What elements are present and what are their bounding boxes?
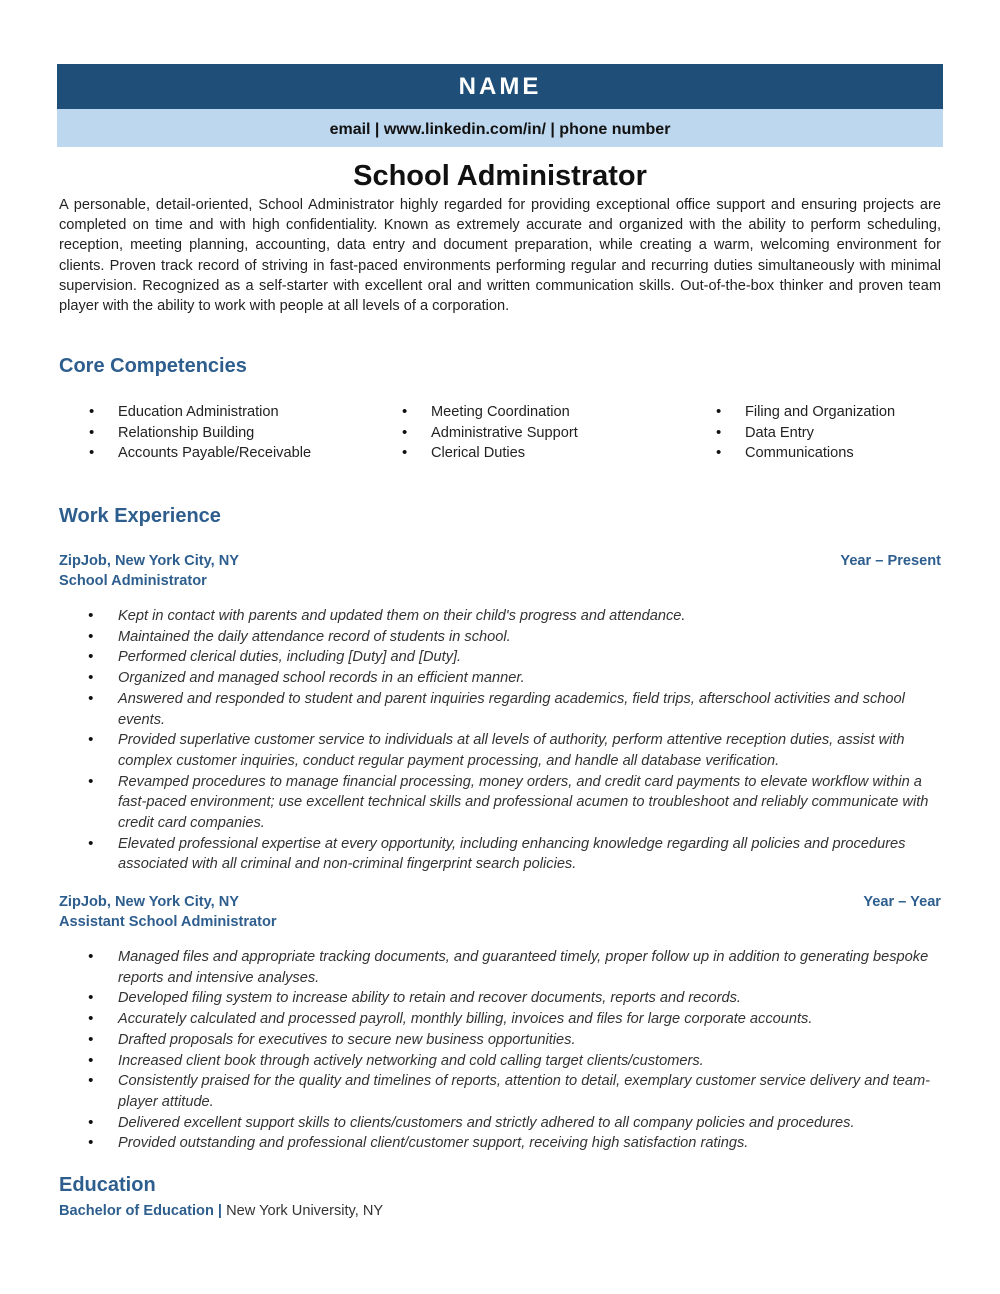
education-heading: Education [59, 1174, 156, 1196]
job-bullet: • Organized and managed school records in an efficient manner. [59, 668, 941, 689]
candidate-name: NAME [458, 73, 542, 100]
contact-line: email | www.linkedin.com/in/ | phone number [329, 121, 671, 138]
job-bullet: • Delivered excellent support skills to clients/customers and strictly adhered to all company policies and procedures. [59, 1113, 941, 1134]
job-employer: ZipJob, New York City, NY [59, 553, 240, 569]
job-bullet: • Performed clerical duties, including [Duty] and [Duty]. [59, 647, 941, 668]
job-role: School Administrator [59, 573, 207, 589]
education-entry [59, 1201, 383, 1221]
job-bullet: • Answered and responded to student and parent inquiries regarding academics, field trips, afterschool activities and school events. [59, 689, 941, 730]
competency-item: • Education Administration [89, 402, 311, 423]
competency-item: • Data Entry [716, 423, 895, 444]
competency-item: • Relationship Building [89, 423, 311, 444]
competency-item: • Communications [716, 443, 895, 464]
competency-item: • Filing and Organization [716, 402, 895, 423]
job-bullet: • Maintained the daily attendance record of students in school. [59, 627, 941, 648]
education-degree: Bachelor of Education | [59, 1203, 223, 1219]
job-bullet: • Provided superlative customer service to individuals at all levels of authority, perform attentive reception duties, assist with complex customer inquiries, conduct regular payment processing, and handle all database verification. [59, 730, 941, 771]
competencies-column-1 [89, 402, 311, 464]
job-role: Assistant School Administrator [59, 914, 277, 930]
education-school: New York University, NY [226, 1203, 384, 1219]
job-bullet: • Drafted proposals for executives to secure new business opportunities. [59, 1030, 941, 1051]
competencies-column-2 [402, 402, 578, 464]
work-experience-heading: Work Experience [59, 505, 221, 527]
job-dates: Year – Present [840, 553, 941, 569]
competency-item: • Accounts Payable/Receivable [89, 443, 311, 464]
competency-item: • Meeting Coordination [402, 402, 578, 423]
job-bullets [59, 606, 941, 875]
core-competencies-heading: Core Competencies [59, 355, 247, 377]
job-dates: Year – Year [863, 894, 941, 910]
job-employer: ZipJob, New York City, NY [59, 894, 240, 910]
job-bullet: • Provided outstanding and professional client/customer support, receiving high satisfaction ratings. [59, 1133, 941, 1154]
job-bullet: • Consistently praised for the quality and timelines of reports, attention to detail, exemplary customer service delivery and team-player attitude. [59, 1071, 941, 1112]
professional-summary: A personable, detail-oriented, School Administrator highly regarded for providing exceptional office support and ensuring projects are completed on time and with high confidentiality. Known as extremely accurate and organized with the ability to perform scheduling, reception, meeting planning, accounting, data entry and document preparation, while creating a warm, welcoming environment for clients. Proven track record of striving in fast-paced environments performing regular and recurring duties simultaneously with minimal supervision. Recognized as a self-starter with excellent oral and written communication skills. Out-of-the-box thinker and proven team player with the ability to work with people at all levels of a corporation. [59, 197, 941, 315]
job-bullet: • Developed filing system to increase ability to retain and recover documents, reports and records. [59, 988, 941, 1009]
name-banner [57, 64, 943, 109]
competencies-column-3 [716, 402, 895, 464]
job-bullet: • Revamped procedures to manage financial processing, money orders, and credit card payments to elevate workflow within a fast-paced environment; use excellent technical skills and professional acumen to troubleshoot and reliably communicate with credit card companies. [59, 772, 941, 834]
job-bullet: • Accurately calculated and processed payroll, monthly billing, invoices and files for large corporate accounts. [59, 1009, 941, 1030]
competency-item: • Administrative Support [402, 423, 578, 444]
contact-banner [57, 109, 943, 147]
job-bullet: • Managed files and appropriate tracking documents, and guaranteed timely, proper follow up in addition to generating bespoke reports and intensive analyses. [59, 947, 941, 988]
resume-title: School Administrator [353, 160, 647, 192]
job-bullets [59, 947, 941, 1154]
job-bullet: • Elevated professional expertise at every opportunity, including enhancing knowledge regarding all policies and procedures associated with all criminal and non-criminal fingerprint search policies. [59, 834, 941, 875]
job-bullet: • Kept in contact with parents and updated them on their child's progress and attendance. [59, 606, 941, 627]
job-bullet: • Increased client book through actively networking and cold calling target clients/customers. [59, 1051, 941, 1072]
competency-item: • Clerical Duties [402, 443, 578, 464]
